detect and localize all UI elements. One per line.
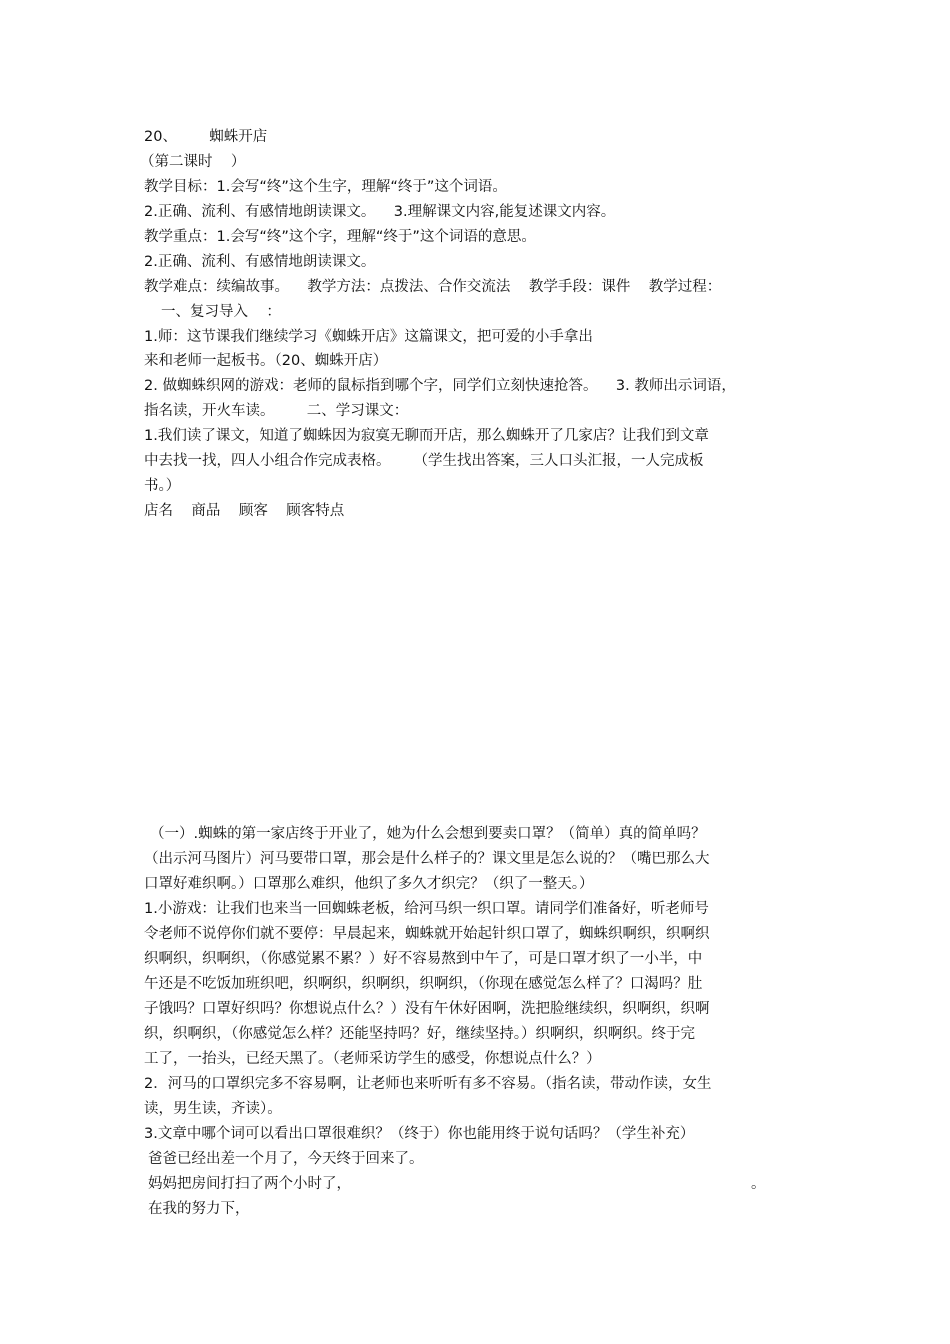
text-line: 1.师：这节课我们继续学习《蜘蛛开店》这篇课文，把可爱的小手拿出 xyxy=(144,329,593,345)
text-line: 来和老师一起板书。（20、蜘蛛开店） xyxy=(144,353,388,369)
section-heading: 一、复习导入 ： xyxy=(161,304,281,320)
text-line: 午还是不吃饭加班织吧，织啊织，织啊织，织啊织，（你现在感觉怎么样了？口渴吗？肚 xyxy=(144,976,703,992)
text-line: （出示河马图片）河马要带口罩，那会是什么样子的？课文里是怎么说的？（嘴巴那么大 xyxy=(144,851,710,867)
text-line: 2. 做蜘蛛织网的游戏：老师的鼠标指到哪个字，同学们立刻快速抢答。 3. 教师出示词语， xyxy=(144,378,736,394)
text-line: 读，男生读，齐读）。 xyxy=(144,1101,282,1117)
text-line: （一）.蜘蛛的第一家店终于开业了，她为什么会想到要卖口罩？（简单）真的简单吗？ xyxy=(150,826,706,842)
text-line: 教学目标：1.会写“终”这个生字，理解“终于”这个词语。 xyxy=(144,179,507,195)
text-line: 书。） xyxy=(144,478,181,494)
text-line: 1.我们读了课文，知道了蜘蛛因为寂寞无聊而开店，那么蜘蛛开了几家店？让我们到文章 xyxy=(144,428,709,444)
text-line: 织，织啊织，（你感觉怎么样？还能坚持吗？好，继续坚持。）织啊织，织啊织。终于完 xyxy=(144,1026,695,1042)
example-sentence: 爸爸已经出差一个月了，今天终于回来了。 xyxy=(148,1151,424,1167)
text-line: 指名读，开火车读。 二、学习课文： xyxy=(144,403,409,419)
fill-in-sentence: 在我的努力下， xyxy=(148,1201,250,1217)
text-line: 教学重点：1.会写“终”这个字，理解“终于”这个词语的意思。 xyxy=(144,229,536,245)
fill-in-period: 。 xyxy=(751,1176,766,1192)
text-line: 2．河马的口罩织完多不容易啊，让老师也来听听有多不容易。（指名读，带动作读，女生 xyxy=(144,1076,712,1092)
fill-in-sentence: 妈妈把房间打扫了两个小时了， xyxy=(148,1176,351,1192)
text-line: 2.正确、流利、有感情地朗读课文。 3.理解课文内容,能复述课文内容。 xyxy=(144,204,616,220)
lesson-title: 20、 蜘蛛开店 xyxy=(144,129,268,145)
text-line: 子饿吗？口罩好织吗？你想说点什么？）没有午休好困啊，洗把脸继续织，织啊织，织啊 xyxy=(144,1001,710,1017)
text-line: 令老师不说停你们就不要停：早晨起来，蜘蛛就开始起针织口罩了，蜘蛛织啊织，织啊织 xyxy=(144,926,710,942)
table-header: 店名 商品 顾客 顾客特点 xyxy=(144,503,345,519)
text-line: 教学难点：续编故事。 教学方法：点拨法、合作交流法 教学手段：课件 教学过程： xyxy=(144,279,722,295)
text-line: 口罩好难织啊。）口罩那么难织，他织了多久才织完？（织了一整天。） xyxy=(144,876,594,892)
text-line: 中去找一找，四人小组合作完成表格。 （学生找出答案，三人口头汇报，一人完成板 xyxy=(144,453,704,469)
text-line: 1.小游戏：让我们也来当一回蜘蛛老板，给河马织一织口罩。请同学们准备好，听老师号 xyxy=(144,901,709,917)
text-line: 工了，一抬头，已经天黑了。（老师采访学生的感受，你想说点什么？） xyxy=(144,1051,601,1067)
session-label: （第二课时 ） xyxy=(140,154,246,170)
text-line: 2.正确、流利、有感情地朗读课文。 xyxy=(144,254,376,270)
text-line: 织啊织，织啊织，（你感觉累不累？）好不容易熬到中午了，可是口罩才织了一小半，中 xyxy=(144,951,703,967)
text-line: 3.文章中哪个词可以看出口罩很难织？（终于）你也能用终于说句话吗？（学生补充） xyxy=(144,1126,695,1142)
